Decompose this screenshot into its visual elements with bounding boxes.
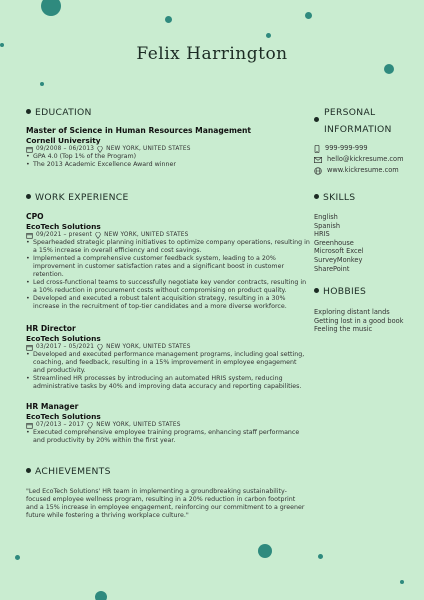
list-item: English <box>314 213 338 221</box>
decor-dot <box>41 0 61 16</box>
section-heading-skills: SKILLS <box>314 189 355 206</box>
decor-dot <box>400 580 404 584</box>
job-bullets <box>26 429 310 445</box>
list-item: • Led cross-functional teams to successfully negotiate key vendor contracts, resulting in a 10% reduction in procurement costs without compromising on product quality. <box>33 279 310 295</box>
bullet-icon <box>26 109 31 114</box>
job-entry <box>26 402 310 445</box>
bullet-icon <box>314 117 319 122</box>
job-meta: 03/2017 – 05/2021 NEW YORK, UNITED STATES <box>26 343 310 351</box>
calendar-icon <box>26 422 33 429</box>
list-item: Spanish <box>314 221 341 230</box>
globe-icon <box>314 167 322 175</box>
list-item: • Developed and executed performance management programs, including goal setting, coaching, and feedback, resulting in a 15% improvement in employee engagement and productivity. <box>33 351 310 375</box>
list-item: • Streamlined HR processes by introducing an automated HRIS system, reducing administrative tasks by 40% and improving data accuracy and reporting capabilities. <box>33 375 310 391</box>
candidate-name: Felix Harrington <box>136 44 288 64</box>
bullet-icon <box>26 468 31 473</box>
list-item: Greenhouse <box>314 238 354 247</box>
job-bullets <box>26 351 310 391</box>
bullet-icon <box>314 194 319 199</box>
section-heading-personal: PERSONAL INFORMATION <box>314 104 410 138</box>
decor-dot <box>266 33 271 38</box>
job-title: HR Director <box>26 324 76 333</box>
job-title: CPO <box>26 212 44 221</box>
school-name: Cornell University <box>26 135 101 145</box>
list-item: • Executed comprehensive employee training programs, enhancing staff performance and productivity by 20% within the first year. <box>33 429 310 445</box>
decor-dot <box>258 544 272 558</box>
calendar-icon <box>26 344 33 351</box>
job-title: HR Manager <box>26 402 79 411</box>
decor-dot <box>95 591 107 600</box>
list-item: Feeling the music <box>314 325 373 334</box>
company-name: EcoTech Solutions <box>26 221 101 231</box>
list-item: Microsoft Excel <box>314 247 364 256</box>
skills-list <box>314 213 414 273</box>
list-item: SharePoint <box>314 264 350 273</box>
contact-phone: 999-999-999 <box>314 143 414 154</box>
contact-email[interactable]: hello@kickresume.com <box>314 154 414 165</box>
calendar-icon <box>26 232 33 239</box>
company-name: EcoTech Solutions <box>26 411 101 421</box>
job-entry <box>26 324 310 391</box>
section-heading-hobbies: HOBBIES <box>314 283 366 300</box>
list-item: SurveyMonkey <box>314 255 363 264</box>
decor-dot <box>384 64 394 74</box>
list-item: • Implemented a comprehensive customer feedback system, leading to a 20% improvement in customer satisfaction rates and a significant boost in customer retention. <box>33 255 310 279</box>
location-pin-icon <box>97 344 103 351</box>
contact-website[interactable]: www.kickresume.com <box>314 165 414 176</box>
list-item: HRIS <box>314 230 330 239</box>
decor-dot <box>165 16 172 23</box>
phone-icon <box>314 145 320 153</box>
location-pin-icon <box>95 232 101 239</box>
contact-list <box>314 143 414 176</box>
bullet-icon <box>314 288 319 293</box>
location-pin-icon <box>87 422 93 429</box>
list-item: Exploring distant lands <box>314 308 390 316</box>
list-item: • Spearheaded strategic planning initiatives to optimize company operations, resulting in a 15% increase in overall efficiency and cost savings. <box>33 239 310 255</box>
list-item: Getting lost in a good book <box>314 316 404 325</box>
bullet-icon <box>26 194 31 199</box>
company-name: EcoTech Solutions <box>26 333 101 343</box>
list-item: • The 2013 Academic Excellence Award winner <box>33 161 310 169</box>
education-entry <box>26 126 310 169</box>
degree-title: Master of Science in Human Resources Management <box>26 126 252 135</box>
job-meta: 09/2021 – present NEW YORK, UNITED STATES <box>26 231 310 239</box>
list-item: • Developed and executed a robust talent acquisition strategy, resulting in a 30% increase in the recruitment of top-tier candidates and a more diverse workforce. <box>33 295 310 311</box>
section-heading-achievements: ACHIEVEMENTS <box>26 463 111 480</box>
decor-dot <box>40 82 44 86</box>
envelope-icon <box>314 157 322 163</box>
location-pin-icon <box>97 146 103 153</box>
decor-dot <box>318 554 323 559</box>
decor-dot <box>15 555 20 560</box>
section-heading-education: EDUCATION <box>26 104 92 121</box>
calendar-icon <box>26 146 33 153</box>
decor-dot <box>305 12 312 19</box>
job-meta: 07/2013 – 2017 NEW YORK, UNITED STATES <box>26 421 310 429</box>
section-heading-work: WORK EXPERIENCE <box>26 189 129 206</box>
education-meta: 09/2008 – 06/2013 NEW YORK, UNITED STATES <box>26 145 310 153</box>
list-item: • GPA 4.0 (Top 1% of the Program) <box>33 153 310 161</box>
job-entry <box>26 212 310 311</box>
education-bullets <box>26 153 310 169</box>
achievement-text: "Led EcoTech Solutions' HR team in implementing a groundbreaking sustainability-focused employee wellness program, resulting in a 20% reduction in carbon footprint and a 15% increase in employee engagement, reinforcing our commitment to a greener future while fostering a thriving workplace culture." <box>26 488 305 519</box>
job-bullets <box>26 239 310 311</box>
hobbies-list <box>314 308 418 334</box>
